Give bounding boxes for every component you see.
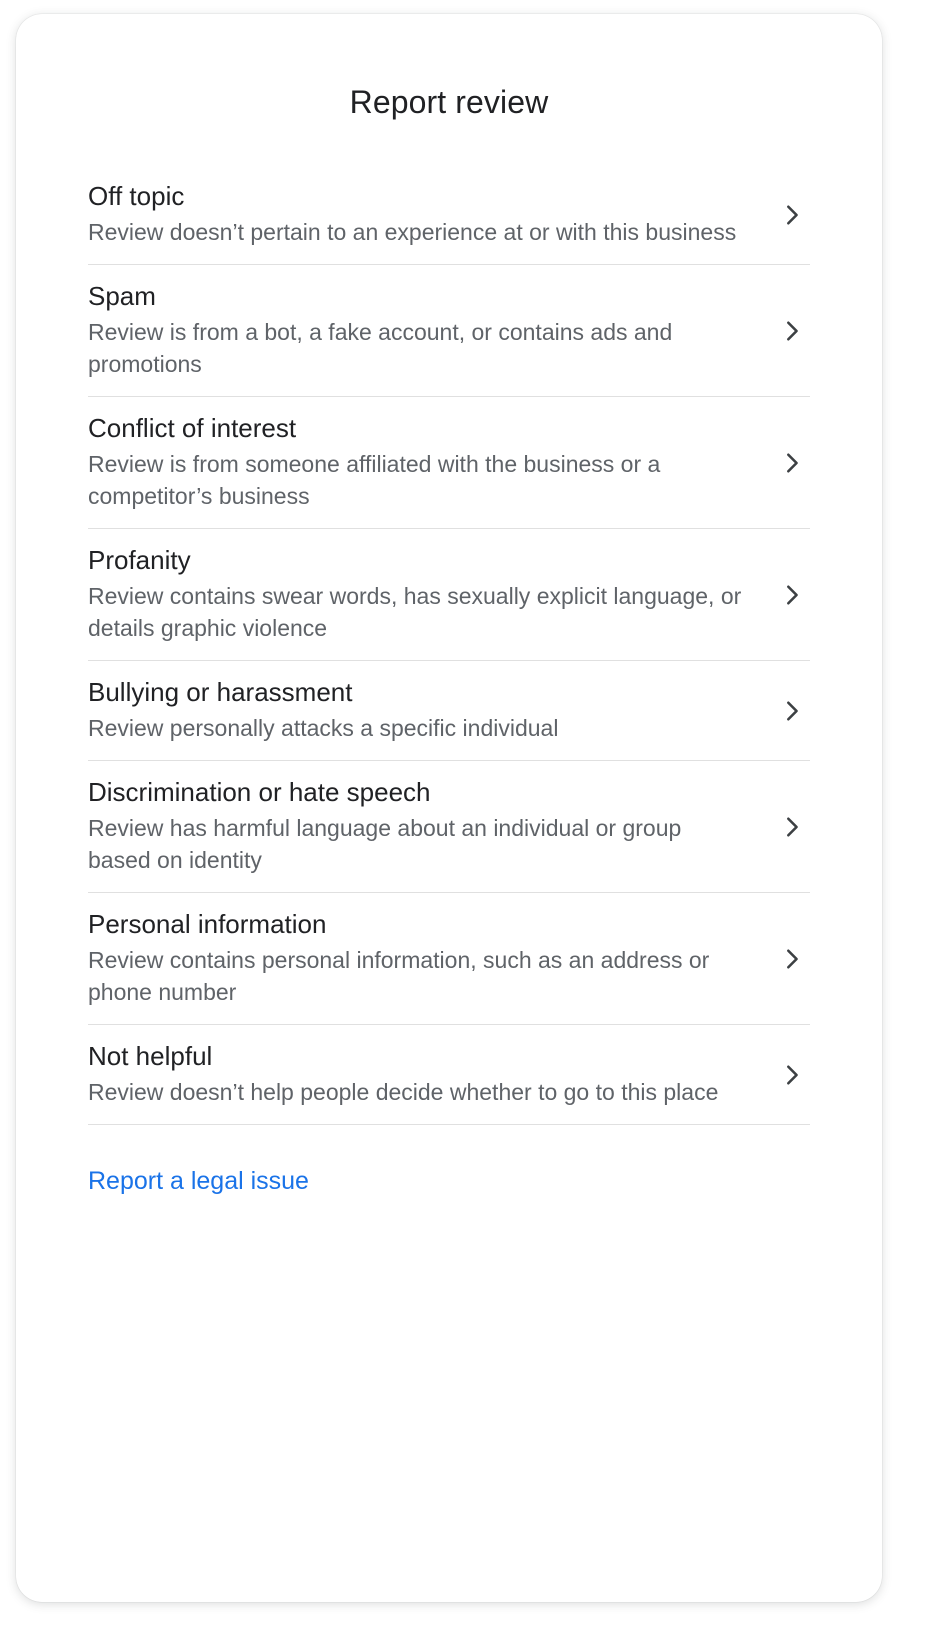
report-reason-description: Review doesn’t help people decide whether to go to this place	[88, 1079, 719, 1105]
report-reason-text	[88, 761, 748, 892]
report-reason-personal-information[interactable]	[16, 893, 882, 1024]
report-reason-title: Personal information	[88, 909, 327, 939]
chevron-right-icon[interactable]	[772, 575, 812, 615]
legal-issue-section	[16, 1125, 882, 1196]
chevron-right-icon[interactable]	[772, 443, 812, 483]
report-reason-text	[88, 893, 748, 1024]
report-reason-discrimination-or-hate-speech[interactable]	[16, 761, 882, 892]
report-reason-text	[88, 661, 748, 760]
report-reason-profanity[interactable]	[16, 529, 882, 660]
report-reason-list	[16, 165, 882, 1125]
report-reason-text	[88, 1025, 748, 1124]
chevron-right-icon[interactable]	[772, 939, 812, 979]
report-reason-title: Spam	[88, 281, 156, 311]
report-reason-text	[88, 265, 748, 396]
report-review-dialog	[16, 14, 882, 1602]
chevron-right-icon[interactable]	[772, 195, 812, 235]
report-reason-description: Review has harmful language about an individual or group based on identity	[88, 815, 682, 873]
report-reason-description: Review doesn’t pertain to an experience at or with this business	[88, 219, 737, 245]
report-reason-off-topic[interactable]	[16, 165, 882, 264]
report-reason-description: Review is from a bot, a fake account, or contains ads and promotions	[88, 319, 673, 377]
report-reason-title: Not helpful	[88, 1041, 213, 1071]
chevron-right-icon[interactable]	[772, 691, 812, 731]
report-reason-title: Profanity	[88, 545, 191, 575]
report-reason-title: Bullying or harassment	[88, 677, 353, 707]
report-reason-description: Review contains swear words, has sexually explicit language, or details graphic violence	[88, 583, 742, 641]
report-reason-title: Conflict of interest	[88, 413, 297, 443]
report-reason-description: Review contains personal information, such as an address or phone number	[88, 947, 710, 1005]
report-reason-not-helpful[interactable]	[16, 1025, 882, 1124]
report-reason-conflict-of-interest[interactable]	[16, 397, 882, 528]
report-reason-title: Off topic	[88, 181, 185, 211]
chevron-right-icon[interactable]	[772, 807, 812, 847]
report-reason-text	[88, 165, 748, 264]
report-reason-text	[88, 397, 748, 528]
chevron-right-icon[interactable]	[772, 1055, 812, 1095]
chevron-right-icon[interactable]	[772, 311, 812, 351]
report-legal-issue-link[interactable]: Report a legal issue	[88, 1167, 309, 1195]
page-title: Report review	[349, 84, 549, 120]
report-reason-bullying-or-harassment[interactable]	[16, 661, 882, 760]
report-reason-title: Discrimination or hate speech	[88, 777, 431, 807]
report-reason-text	[88, 529, 748, 660]
report-reason-spam[interactable]	[16, 265, 882, 396]
report-reason-description: Review is from someone affiliated with the business or a competitor’s business	[88, 451, 661, 509]
report-reason-description: Review personally attacks a specific individual	[88, 715, 559, 741]
